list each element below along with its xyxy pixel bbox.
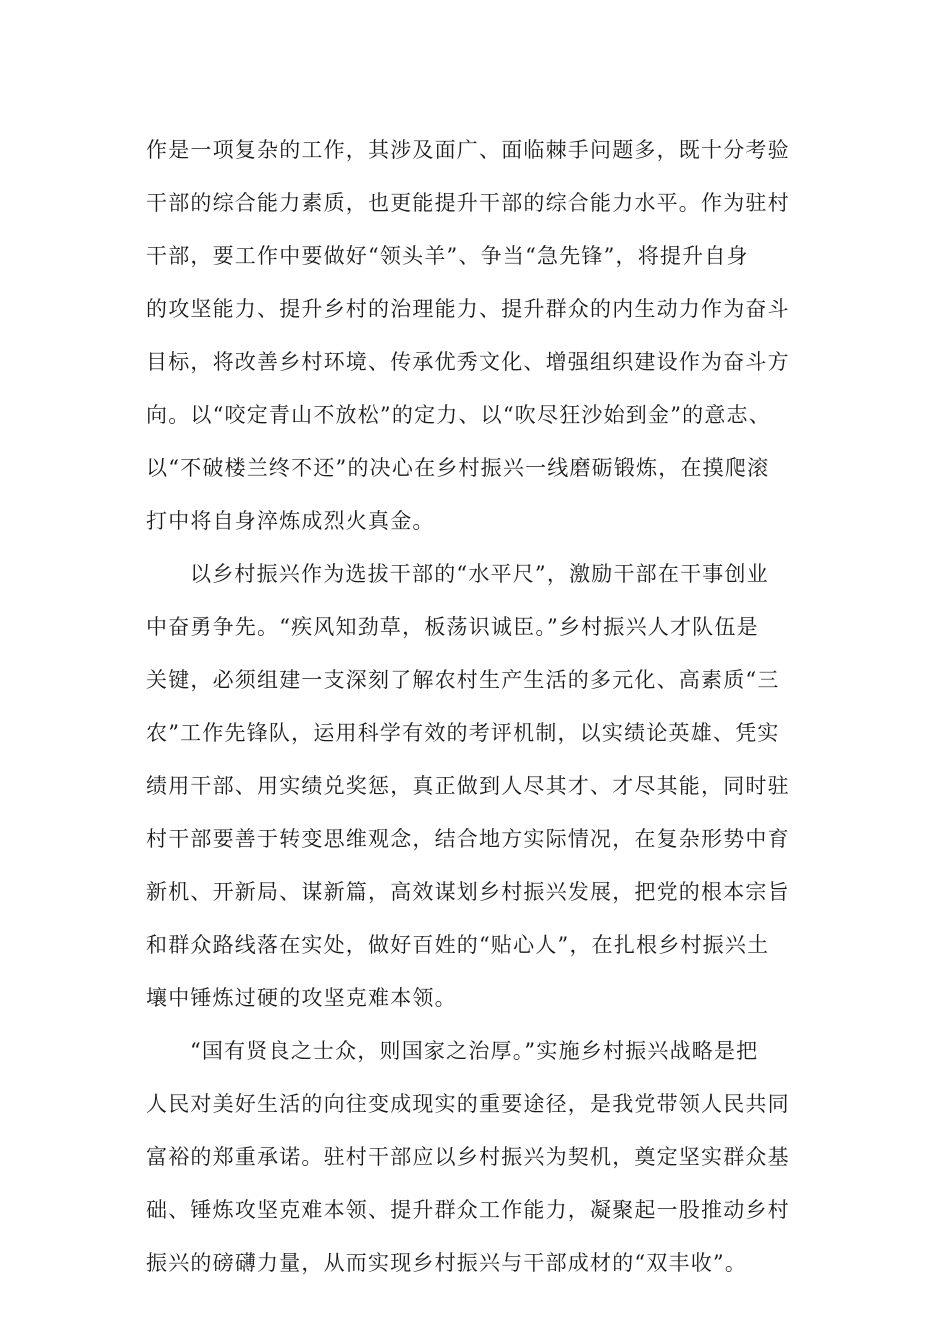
paragraph-2 bbox=[146, 552, 806, 1029]
text-line: 干部的综合能力素质，也更能提升干部的综合能力水平。作为驻村 bbox=[146, 191, 790, 215]
text-line: 新机、开新局、谋新篇，高效谋划乡村振兴发展，把党的根本宗旨 bbox=[146, 880, 790, 904]
text-line: 壤中锤炼过硬的攻坚克难本领。 bbox=[146, 986, 457, 1010]
text-line: 打中将自身淬炼成烈火真金。 bbox=[146, 509, 435, 533]
text-line: 中奋勇争先。“疾风知劲草，板荡识诚臣。”乡村振兴人才队伍是 bbox=[146, 615, 759, 639]
paragraph-3 bbox=[146, 1029, 806, 1294]
text-line: 础、锤炼攻坚克难本领、提升群众工作能力，凝聚起一股推动乡村 bbox=[146, 1198, 790, 1222]
text-line: 富裕的郑重承诺。驻村干部应以乡村振兴为契机，奠定坚实群众基 bbox=[146, 1145, 790, 1169]
text-line: 人民对美好生活的向往变成现实的重要途径，是我党带领人民共同 bbox=[146, 1092, 790, 1116]
text-line: 干部，要工作中要做好“领头羊”、争当“急先锋”，将提升自身 bbox=[146, 244, 749, 268]
text-line: 村干部要善于转变思维观念，结合地方实际情况，在复杂形势中育 bbox=[146, 827, 790, 851]
text-line: 目标，将改善乡村环境、传承优秀文化、增强组织建设作为奋斗方 bbox=[146, 350, 790, 374]
paragraph-1 bbox=[146, 128, 806, 552]
text-line: “国有贤良之士众，则国家之治厚。”实施乡村振兴战略是把 bbox=[190, 1039, 759, 1063]
text-line: 农”工作先锋队，运用科学有效的考评机制，以实绩论英雄、凭实 bbox=[146, 721, 780, 745]
text-line: 振兴的磅礴力量，从而实现乡村振兴与干部成材的“双丰收”。 bbox=[146, 1251, 748, 1275]
text-line: 绩用干部、用实绩兑奖惩，真正做到人尽其才、才尽其能，同时驻 bbox=[146, 774, 790, 798]
body-text bbox=[146, 128, 806, 1294]
text-line: 向。以“咬定青山不放松”的定力、以“吹尽狂沙始到金”的意志、 bbox=[146, 403, 771, 427]
text-line: 以乡村振兴作为选拔干部的“水平尺”，激励干部在干事创业 bbox=[190, 562, 769, 586]
text-line: 和群众路线落在实处，做好百姓的“贴心人”，在扎根乡村振兴土 bbox=[146, 933, 770, 957]
text-line: 以“不破楼兰终不还”的决心在乡村振兴一线磨砺锻炼，在摸爬滚 bbox=[146, 456, 770, 480]
text-line: 的攻坚能力、提升乡村的治理能力、提升群众的内生动力作为奋斗 bbox=[146, 297, 790, 321]
text-line: 作是一项复杂的工作，其涉及面广、面临棘手问题多，既十分考验 bbox=[146, 138, 790, 162]
text-line: 关键，必须组建一支深刻了解农村生产生活的多元化、高素质“三 bbox=[146, 668, 780, 692]
